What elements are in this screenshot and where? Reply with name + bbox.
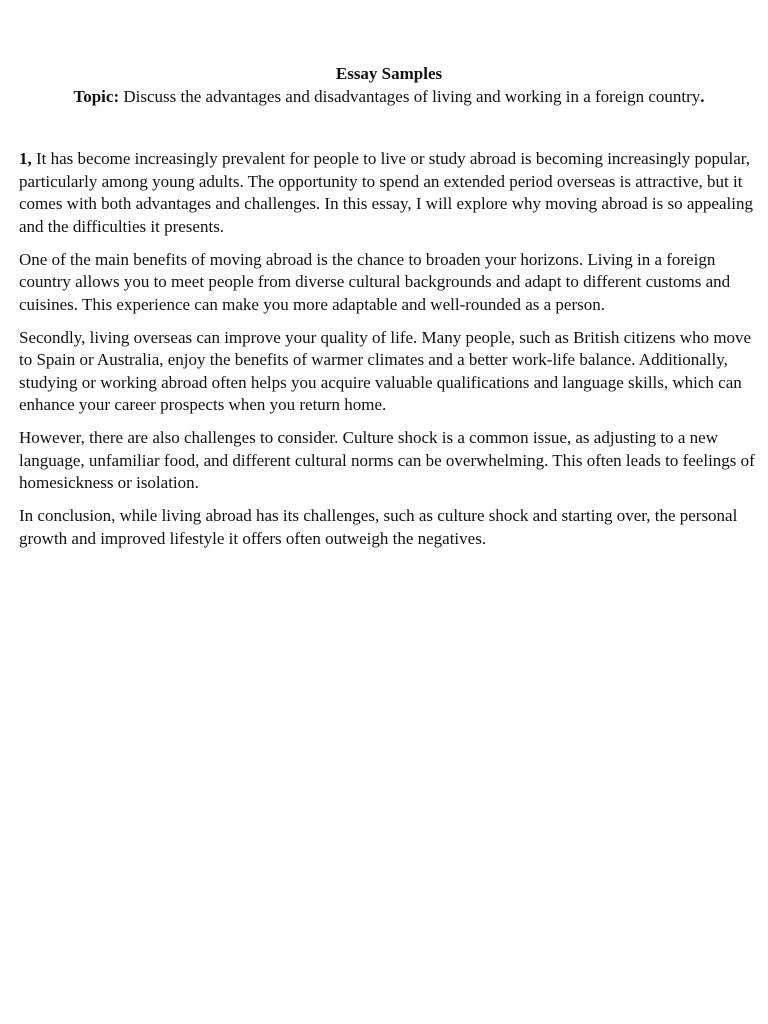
topic-line — [19, 85, 759, 108]
essay-paragraph-conclusion: In conclusion, while living abroad has its challenges, such as culture shock and starting over, the personal growth and improved lifestyle it offers often outweigh the negatives. — [19, 506, 738, 548]
essay-paragraph-challenges: However, there are also challenges to consider. Culture shock is a common issue, as adjusting to a new language, unfamiliar food, and different cultural norms can be overwhelming. This often leads to feelings of homesickness or isolation. — [19, 428, 755, 492]
document-page — [19, 62, 759, 561]
essay-paragraph-benefits: One of the main benefits of moving abroad is the chance to broaden your horizons. Living in a foreign country allows you to meet people from diverse cultural backgrounds and adapt to different customs and cuisines. This experience can make you more adaptable and well-rounded as a person. — [19, 249, 731, 314]
document-title: Essay Samples — [335, 64, 443, 83]
document-header — [19, 62, 759, 108]
topic-period: . — [700, 87, 705, 106]
essay-paragraph-intro — [19, 148, 759, 238]
essay-body — [19, 148, 759, 550]
topic-text: Discuss the advantages and disadvantages of living and working in a foreign country — [119, 87, 701, 106]
essay-number: 1, — [19, 149, 32, 168]
paragraph-text: It has become increasingly prevalent for people to live or study abroad is becoming increasingly popular, particularly among young adults. The opportunity to spend an extended period overseas is attractive, but it comes with both advantages and challenges. In this essay, I will explore why moving abroad is so appealing and the difficulties it presents. — [19, 149, 753, 236]
topic-label: Topic: — [73, 87, 120, 106]
essay-paragraph-quality-of-life: Secondly, living overseas can improve your quality of life. Many people, such as British citizens who move to Spain or Australia, enjoy the benefits of warmer climates and a better work-life balance. Additionally, studying or working abroad often helps you acquire valuable qualifications and language skills, which can enhance your career prospects when you return home. — [19, 327, 752, 414]
